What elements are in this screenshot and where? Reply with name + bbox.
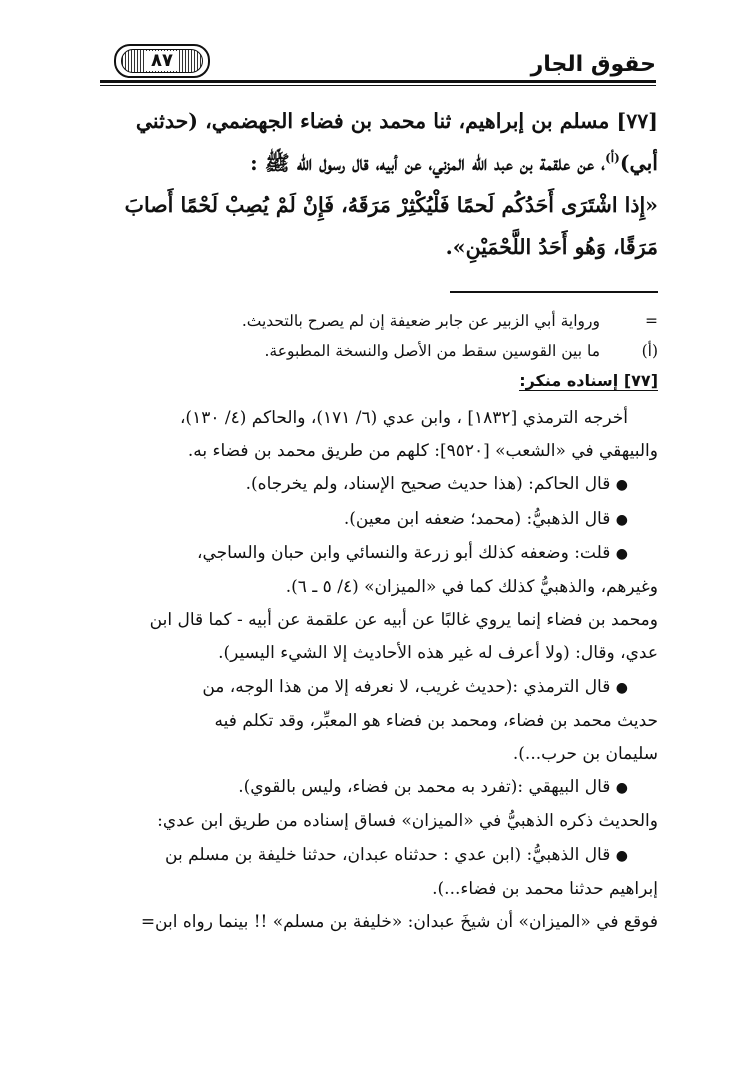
- body-line: والحديث ذكره الذهبيُّ في «الميزان» فساق إسناده من طريق ابن عدي:: [157, 811, 658, 832]
- page-header: [100, 40, 656, 86]
- body-line: سليمان بن حرب...).: [512, 744, 658, 765]
- bullet-text: قال الترمذي :(حديث غريب، لا نعرفه إلا من هذا الوجه، من: [202, 676, 611, 697]
- page-number-frame: [114, 44, 210, 78]
- bullet-icon: ●: [615, 780, 628, 797]
- footnote-mark: =: [645, 312, 658, 330]
- bullet-line: [76, 537, 658, 571]
- bullet-line: [76, 503, 658, 537]
- running-title: حقوق الجار: [530, 52, 656, 77]
- bullet-line: [76, 771, 658, 805]
- bullet-line: [76, 839, 658, 873]
- hadith-line: [76, 142, 658, 184]
- hadith-line-part: أبي): [619, 151, 658, 175]
- takhrij-heading-text: [٧٧] إسناده منكر:: [519, 371, 658, 390]
- body-line: أخرجه الترمذي [١٨٣٢] ، وابن عدي (٦/ ١٧١)، والحاكم (٤/ ١٣٠)،: [179, 408, 628, 428]
- body-line: وغيرهم، والذهبيُّ كذلك كما في «الميزان» (٤/ ٥ ـ ٦).: [285, 577, 658, 598]
- bullet-icon: ●: [615, 545, 628, 562]
- footnote: [76, 336, 658, 366]
- footnote-text: ورواية أبي الزبير عن جابر ضعيفة إن لم يصرح بالتحديث.: [241, 312, 600, 330]
- hadith-line: مَرَقًا، وَهُو أَحَدُ اللَّحْمَيْنِ».: [445, 235, 658, 259]
- body-line: حديث محمد بن فضاء، ومحمد بن فضاء هو المعبِّر، وقد تكلم فيه: [214, 710, 658, 731]
- footnote-text: ما بين القوسين سقط من الأصل والنسخة المطبوعة.: [264, 342, 600, 360]
- hadith-text: [76, 100, 658, 268]
- header-rule-thin: [100, 85, 656, 86]
- footnotes: [76, 306, 658, 366]
- body-line: إبراهيم حدثنا محمد بن فضاء...).: [432, 878, 658, 899]
- takhrij-body: [76, 402, 658, 939]
- bullet-text: قال الذهبيُّ: (محمد؛ ضعفه ابن معين).: [343, 508, 611, 529]
- footnote-divider: [450, 291, 658, 293]
- page-number: ٨٧: [145, 51, 179, 71]
- body-line: فوقع في «الميزان» أن شيخَ عبدان: «خليفة بن مسلم» !! بينما رواه ابن=: [140, 912, 658, 933]
- bullet-icon: ●: [615, 511, 628, 528]
- footnote-ref: (أ): [605, 151, 620, 166]
- bullet-line: [76, 671, 658, 705]
- bullet-icon: ●: [615, 847, 628, 864]
- header-rule: [100, 80, 656, 83]
- hadith-line-part: ، عن علقمة بن عبد الله المزني، عن أبيه، قال رسول الله ﷺ :: [250, 151, 606, 175]
- footnote-mark: (أ): [641, 342, 658, 360]
- footnote: [76, 306, 658, 336]
- body-line: عدي، وقال: (ولا أعرف له غير هذه الأحاديث إلا الشيء اليسير).: [218, 643, 658, 664]
- bullet-line: [76, 468, 658, 502]
- bullet-text: قلت: وضعفه كذلك أبو زرعة والنسائي وابن حبان والساجي،: [196, 542, 611, 563]
- takhrij-heading: [76, 366, 658, 396]
- bullet-text: قال البيهقي :(تفرد به محمد بن فضاء، وليس بالقوي).: [238, 777, 611, 798]
- bullet-text: قال الحاكم: (هذا حديث صحيح الإسناد، ولم يخرجاه).: [245, 474, 611, 495]
- hadith-line: [٧٧] مسلم بن إبراهيم، ثنا محمد بن فضاء الجهضمي، (حدثني: [135, 109, 658, 133]
- bullet-icon: ●: [615, 679, 628, 696]
- bullet-text: قال الذهبيُّ: (ابن عدي : حدثناه عبدان، حدثنا خليفة بن مسلم بن: [165, 844, 611, 865]
- bullet-icon: ●: [615, 477, 628, 494]
- hadith-line: «إِذا اشْتَرَى أَحَدُكُم لَحمًا فَلْيُكْثِرْ مَرَقَهُ، فَإِنْ لَمْ يُصِبْ لَحْمًا أَصابَ: [124, 193, 658, 217]
- body-line: والبيهقي في «الشعب» [٩٥٢٠]: كلهم من طريق محمد بن فضاء به.: [187, 441, 658, 462]
- body-line: ومحمد بن فضاء إنما يروي غالبًا عن أبيه عن علقمة عن أبيه - كما قال ابن: [149, 610, 658, 631]
